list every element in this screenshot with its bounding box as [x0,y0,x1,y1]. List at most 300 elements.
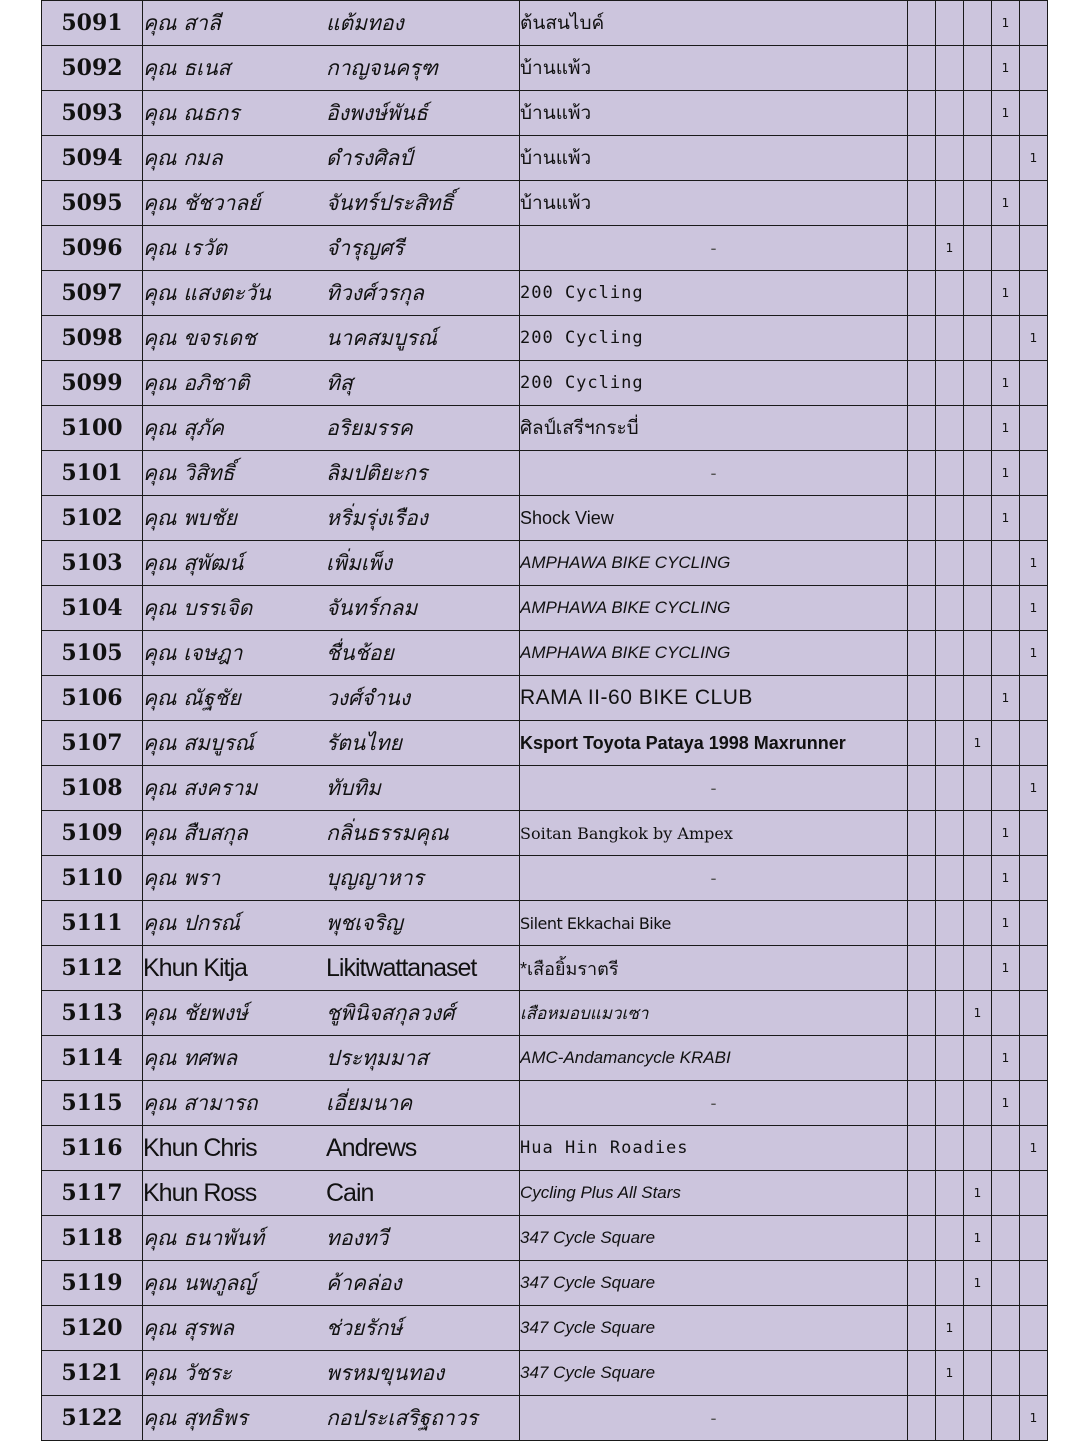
category-mark-5: 1 [1020,1396,1048,1441]
category-mark-1 [908,856,936,901]
club-name: AMPHAWA BIKE CYCLING [520,586,908,631]
category-mark-3 [964,1126,992,1171]
category-mark-2 [936,46,964,91]
category-mark-1 [908,46,936,91]
last-name: อริยมรรค [326,415,413,440]
category-mark-3 [964,271,992,316]
last-name: แต้มทอง [326,10,404,35]
category-mark-1 [908,631,936,676]
rider-name [143,46,520,91]
category-mark-5 [1020,1171,1048,1216]
club-name: - [520,1396,908,1441]
category-mark-4: 1 [992,946,1020,991]
last-name: ทองทวี [326,1225,389,1250]
first-name: คุณ นพภูลญ์ [143,1270,257,1295]
club-name: - [520,766,908,811]
category-mark-5 [1020,1036,1048,1081]
table-row [42,1306,1048,1351]
category-mark-5 [1020,1351,1048,1396]
category-mark-2 [936,1081,964,1126]
category-mark-1 [908,946,936,991]
last-name: ลิมปติยะกร [326,460,428,485]
category-mark-3: 1 [964,721,992,766]
last-name: นาคสมบูรณ์ [326,325,437,350]
first-name: คุณ เจษฎา [143,640,243,665]
club-name: RAMA II-60 BIKE CLUB [520,676,908,721]
category-mark-1 [908,676,936,721]
category-mark-4: 1 [992,496,1020,541]
last-name: เอี่ยมนาค [326,1090,413,1115]
first-name: คุณ ขจรเดช [143,325,257,350]
category-mark-2 [936,631,964,676]
category-mark-2 [936,856,964,901]
category-mark-3 [964,901,992,946]
club-name: - [520,451,908,496]
category-mark-1 [908,361,936,406]
bib-number: 5099 [42,361,143,406]
club-name: Silent Ekkachai Bike [520,901,908,946]
category-mark-2 [936,676,964,721]
category-mark-5: 1 [1020,586,1048,631]
club-name: 200 Cycling [520,361,908,406]
category-mark-4 [992,541,1020,586]
club-name: - [520,856,908,901]
club-name: ศิลป์เสรีฯกระบี่ [520,406,908,451]
table-row [42,766,1048,811]
club-name: บ้านแพ้ว [520,136,908,181]
club-name: 347 Cycle Square [520,1261,908,1306]
category-mark-4: 1 [992,451,1020,496]
bib-number: 5103 [42,541,143,586]
category-mark-2 [936,1036,964,1081]
first-name: คุณ กมล [143,145,223,170]
first-name: คุณ สามารถ [143,1090,258,1115]
category-mark-1 [908,766,936,811]
category-mark-1 [908,136,936,181]
category-mark-1 [908,181,936,226]
category-mark-2 [936,721,964,766]
category-mark-5: 1 [1020,631,1048,676]
category-mark-2 [936,406,964,451]
category-mark-4: 1 [992,811,1020,856]
category-mark-3 [964,811,992,856]
category-mark-5: 1 [1020,541,1048,586]
rider-name [143,181,520,226]
category-mark-1 [908,1126,936,1171]
category-mark-4: 1 [992,46,1020,91]
table-row [42,496,1048,541]
bib-number: 5102 [42,496,143,541]
bib-number: 5116 [42,1126,143,1171]
bib-number: 5111 [42,901,143,946]
rider-name [143,541,520,586]
first-name: คุณ วัชระ [143,1360,232,1385]
rider-name [143,811,520,856]
category-mark-3 [964,136,992,181]
rider-name [143,1396,520,1441]
category-mark-1 [908,406,936,451]
category-mark-1 [908,721,936,766]
club-name: 347 Cycle Square [520,1351,908,1396]
category-mark-4 [992,1261,1020,1306]
rider-name [143,136,520,181]
category-mark-4 [992,586,1020,631]
last-name: พุชเจริญ [326,910,403,935]
rider-name [143,1171,520,1216]
category-mark-4: 1 [992,676,1020,721]
last-name: ค้าคล่อง [326,1270,402,1295]
table-row [42,811,1048,856]
table-row [42,586,1048,631]
table-row [42,1081,1048,1126]
last-name: ทิสุ [326,370,353,395]
category-mark-5 [1020,991,1048,1036]
first-name: คุณ วิสิทธิ์ [143,460,235,485]
bib-number: 5122 [42,1396,143,1441]
category-mark-1 [908,1216,936,1261]
category-mark-1 [908,91,936,136]
bib-number: 5117 [42,1171,143,1216]
category-mark-5 [1020,361,1048,406]
category-mark-2 [936,586,964,631]
first-name: คุณ ธนาพันท์ [143,1225,265,1250]
club-name: Shock View [520,496,908,541]
last-name: ดำรงศิลป์ [326,145,413,170]
category-mark-3 [964,856,992,901]
first-name: คุณ สุพัฒน์ [143,550,244,575]
club-name: บ้านแพ้ว [520,91,908,136]
bib-number: 5098 [42,316,143,361]
first-name: คุณ ชัชวาลย์ [143,190,261,215]
club-name: *เสือยิ้มราตรี [520,946,908,991]
bib-number: 5092 [42,46,143,91]
table-row [42,406,1048,451]
bib-number: 5106 [42,676,143,721]
category-mark-3: 1 [964,1171,992,1216]
category-mark-1 [908,1306,936,1351]
category-mark-4: 1 [992,406,1020,451]
first-name: คุณ สุภัค [143,415,224,440]
category-mark-3 [964,361,992,406]
first-name: Khun Ross [143,1178,257,1207]
category-mark-1 [908,1261,936,1306]
rider-name [143,316,520,361]
category-mark-1 [908,1351,936,1396]
category-mark-5: 1 [1020,136,1048,181]
first-name: Khun Chris [143,1133,257,1162]
bib-number: 5096 [42,226,143,271]
category-mark-4 [992,766,1020,811]
category-mark-3: 1 [964,991,992,1036]
category-mark-1 [908,541,936,586]
last-name: บุญญาหาร [326,865,424,890]
category-mark-4: 1 [992,1081,1020,1126]
category-mark-4 [992,721,1020,766]
category-mark-3 [964,586,992,631]
table-row [42,451,1048,496]
category-mark-2 [936,496,964,541]
last-name: ชื่นช้อย [326,640,394,665]
bib-number: 5097 [42,271,143,316]
bib-number: 5109 [42,811,143,856]
bib-number: 5104 [42,586,143,631]
last-name: กาญจนครุฑ [326,55,438,80]
last-name: หริ่มรุ่งเรือง [326,505,428,530]
category-mark-2 [936,1126,964,1171]
category-mark-3 [964,1081,992,1126]
rider-name [143,406,520,451]
rider-name [143,1,520,46]
first-name: คุณ เรวัต [143,235,228,260]
category-mark-3 [964,631,992,676]
category-mark-5 [1020,946,1048,991]
last-name: เพิ่มเพ็ง [326,550,393,575]
category-mark-4: 1 [992,181,1020,226]
category-mark-1 [908,586,936,631]
rider-name [143,1081,520,1126]
table-row [42,1171,1048,1216]
last-name: วงศ์จำนง [326,685,411,710]
table-row [42,1,1048,46]
category-mark-2: 1 [936,226,964,271]
club-name: - [520,1081,908,1126]
rider-name [143,361,520,406]
first-name: คุณ ทศพล [143,1045,238,1070]
category-mark-3 [964,1,992,46]
category-mark-2 [936,766,964,811]
first-name: คุณ ปกรณ์ [143,910,241,935]
rider-name [143,496,520,541]
table-row [42,316,1048,361]
table-row [42,856,1048,901]
last-name: Cain [326,1178,374,1207]
bib-number: 5105 [42,631,143,676]
category-mark-2 [936,361,964,406]
participant-rows [42,1,1048,1441]
category-mark-2: 1 [936,1351,964,1396]
rider-name [143,451,520,496]
category-mark-4: 1 [992,361,1020,406]
category-mark-3 [964,1036,992,1081]
rider-name [143,721,520,766]
last-name: จำรุญศรี [326,235,404,260]
first-name: คุณ แสงตะวัน [143,280,271,305]
category-mark-5: 1 [1020,1126,1048,1171]
bib-number: 5091 [42,1,143,46]
bib-number: 5095 [42,181,143,226]
category-mark-3 [964,1396,992,1441]
category-mark-3 [964,766,992,811]
bib-number: 5110 [42,856,143,901]
rider-name [143,1261,520,1306]
category-mark-3 [964,181,992,226]
table-row [42,541,1048,586]
table-row [42,1351,1048,1396]
bib-number: 5114 [42,1036,143,1081]
category-mark-2 [936,901,964,946]
club-name: 200 Cycling [520,271,908,316]
category-mark-5 [1020,496,1048,541]
first-name: คุณ ณธกร [143,100,240,125]
category-mark-1 [908,811,936,856]
category-mark-2 [936,316,964,361]
category-mark-1 [908,451,936,496]
category-mark-1 [908,226,936,271]
bib-number: 5119 [42,1261,143,1306]
first-name: คุณ ธเนส [143,55,231,80]
category-mark-4: 1 [992,1,1020,46]
table-row [42,991,1048,1036]
category-mark-1 [908,496,936,541]
last-name: กลิ่นธรรมคุณ [326,820,449,845]
table-row [42,631,1048,676]
category-mark-3 [964,316,992,361]
category-mark-4: 1 [992,91,1020,136]
first-name: คุณ สาลี [143,10,221,35]
first-name: คุณ สืบสกุล [143,820,248,845]
category-mark-5 [1020,676,1048,721]
club-name: เสือหมอบแมวเซา [520,991,908,1036]
category-mark-2 [936,1,964,46]
first-name: คุณ อภิชาติ [143,370,250,395]
category-mark-2 [936,946,964,991]
table-row [42,1036,1048,1081]
bib-number: 5094 [42,136,143,181]
category-mark-4: 1 [992,901,1020,946]
first-name: คุณ ณัฐชัย [143,685,241,710]
category-mark-5 [1020,1081,1048,1126]
category-mark-4 [992,1396,1020,1441]
category-mark-5 [1020,721,1048,766]
rider-name [143,226,520,271]
table-row [42,721,1048,766]
category-mark-2 [936,1261,964,1306]
last-name: จันทร์กลม [326,595,418,620]
category-mark-3: 1 [964,1216,992,1261]
last-name: ประทุมมาส [326,1045,429,1070]
category-mark-2: 1 [936,1306,964,1351]
category-mark-3 [964,1351,992,1396]
club-name: Hua Hin Roadies [520,1126,908,1171]
first-name: คุณ สงคราม [143,775,258,800]
participant-table [41,0,1048,1441]
table-row [42,271,1048,316]
category-mark-2 [936,811,964,856]
category-mark-4 [992,316,1020,361]
club-name: 347 Cycle Square [520,1216,908,1261]
bib-number: 5100 [42,406,143,451]
club-name: บ้านแพ้ว [520,46,908,91]
rider-name [143,1216,520,1261]
bib-number: 5115 [42,1081,143,1126]
table-row [42,226,1048,271]
club-name: Soitan Bangkok by Ampex [520,811,908,856]
category-mark-1 [908,1,936,46]
club-name: 200 Cycling [520,316,908,361]
category-mark-4 [992,1126,1020,1171]
rider-name [143,946,520,991]
category-mark-5 [1020,181,1048,226]
category-mark-4 [992,136,1020,181]
bib-number: 5093 [42,91,143,136]
rider-name [143,1351,520,1396]
last-name: ช่วยรักษ์ [326,1315,403,1340]
last-name: Andrews [326,1133,417,1162]
bib-number: 5112 [42,946,143,991]
last-name: Likitwattanaset [326,953,477,982]
category-mark-1 [908,991,936,1036]
category-mark-5 [1020,451,1048,496]
club-name: ต้นสนไบค์ [520,1,908,46]
last-name: อิงพงษ์พันธ์ [326,100,428,125]
category-mark-3 [964,46,992,91]
category-mark-4 [992,1351,1020,1396]
bib-number: 5113 [42,991,143,1036]
bib-number: 5101 [42,451,143,496]
rider-name [143,856,520,901]
category-mark-2 [936,1171,964,1216]
category-mark-1 [908,901,936,946]
category-mark-4 [992,226,1020,271]
category-mark-5: 1 [1020,766,1048,811]
club-name: บ้านแพ้ว [520,181,908,226]
category-mark-5 [1020,901,1048,946]
category-mark-5 [1020,406,1048,451]
category-mark-4 [992,631,1020,676]
rider-name [143,676,520,721]
category-mark-3 [964,496,992,541]
first-name: คุณ สุรพล [143,1315,235,1340]
first-name: Khun Kitja [143,953,247,982]
table-row [42,901,1048,946]
category-mark-3 [964,946,992,991]
rider-name [143,91,520,136]
table-row [42,1216,1048,1261]
bib-number: 5121 [42,1351,143,1396]
category-mark-3 [964,406,992,451]
category-mark-2 [936,136,964,181]
bib-number: 5118 [42,1216,143,1261]
category-mark-1 [908,1081,936,1126]
category-mark-5 [1020,46,1048,91]
first-name: คุณ พบชัย [143,505,237,530]
club-name: AMPHAWA BIKE CYCLING [520,631,908,676]
category-mark-4: 1 [992,856,1020,901]
table-row [42,91,1048,136]
category-mark-2 [936,181,964,226]
category-mark-5 [1020,1306,1048,1351]
category-mark-5 [1020,91,1048,136]
table-row [42,676,1048,721]
category-mark-5 [1020,1216,1048,1261]
category-mark-4 [992,1306,1020,1351]
category-mark-3 [964,451,992,496]
first-name: คุณ สุทธิพร [143,1405,248,1430]
category-mark-1 [908,1396,936,1441]
club-name: Cycling Plus All Stars [520,1171,908,1216]
last-name: พรหมขุนทอง [326,1360,445,1385]
last-name: ทับทิม [326,775,381,800]
category-mark-4: 1 [992,271,1020,316]
bib-number: 5108 [42,766,143,811]
club-name: 347 Cycle Square [520,1306,908,1351]
category-mark-5: 1 [1020,316,1048,361]
rider-name [143,1126,520,1171]
category-mark-5 [1020,1,1048,46]
category-mark-5 [1020,1261,1048,1306]
bib-number: 5120 [42,1306,143,1351]
category-mark-3 [964,91,992,136]
